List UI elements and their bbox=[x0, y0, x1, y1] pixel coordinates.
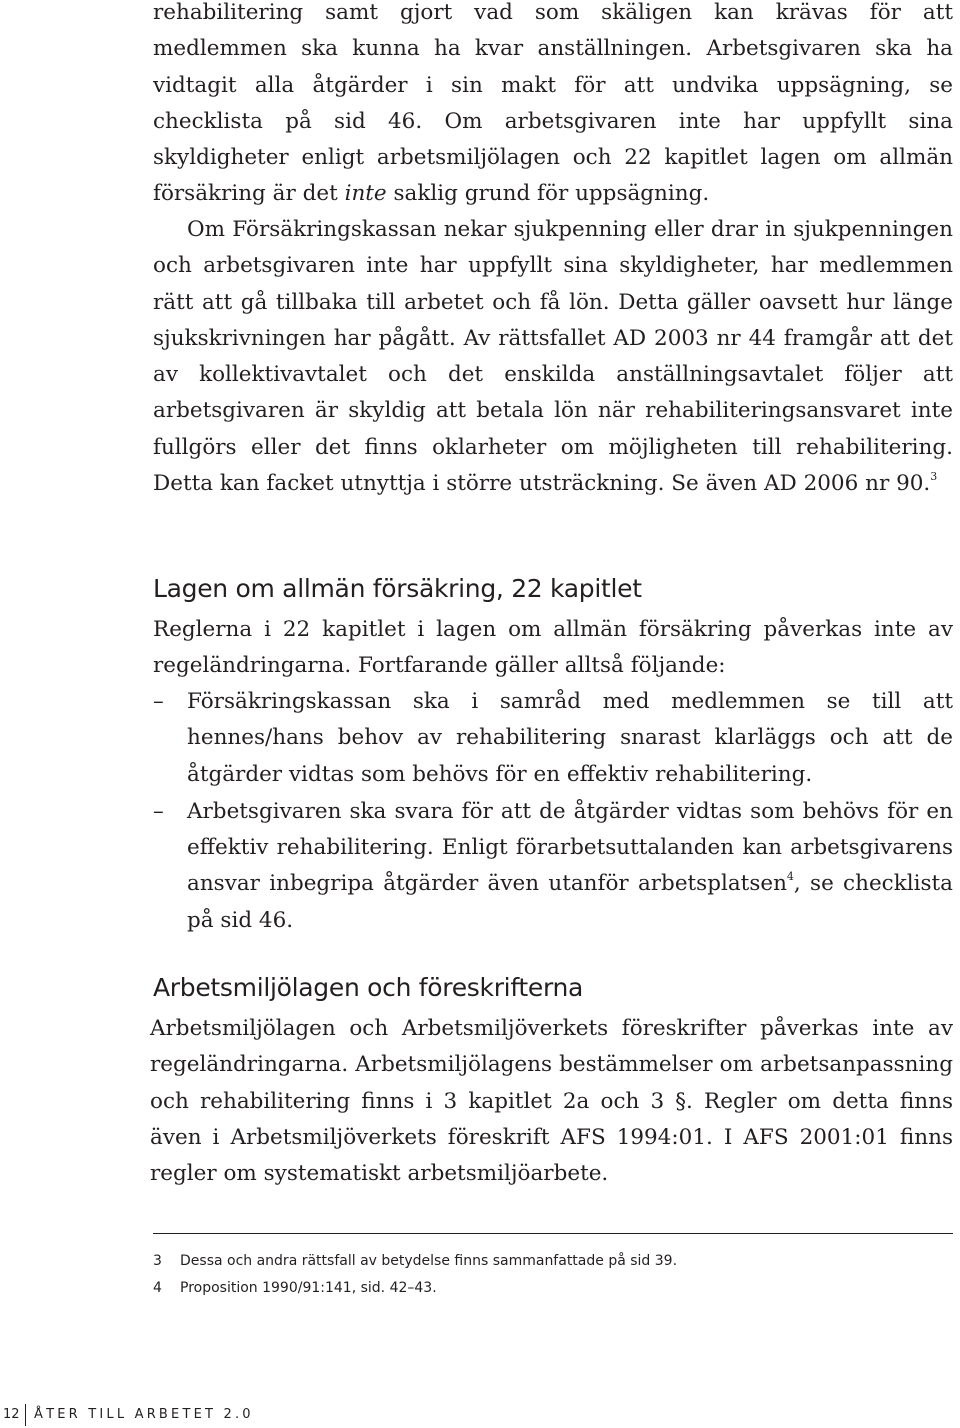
list-item-text-end: , se checklista på sid 46. bbox=[187, 871, 953, 933]
paragraph-sjukpenning-text: Om Försäkringskassan nekar sjukpenning eller drar in sjukpenningen och arbetsgivaren inte har uppfyllt sina skyldigheter, har medlemmen rätt att gå tillbaka till arbetet och få lön. Detta gäller oavsett hur länge sjukskrivningen har pågått. Av rättsfallet AD 2003 nr 44 framgår att det av kollektivavtalet och det enskilda anställningsavtalet följer att arbetsgivaren är skyldig att betala lön när rehabiliteringsansvaret inte fullgörs eller det finns oklarheter om möjligheten till rehabilitering. Detta kan facket utnyttja i större utsträckning. Se även AD 2006 nr 90. bbox=[153, 217, 953, 497]
paragraph-intro-text: rehabilitering samt gjort vad som skäligen kan krävas för att medlemmen ska kunna ha kvar anställningen. Arbetsgivaren ska ha vidtagit alla åtgärder i sin makt för att undvika uppsägning, se checklista på sid 46. Om arbetsgivaren inte har uppfyllt sina skyldigheter enligt arbetsmiljölagen och 22 kapitlet lagen om allmän försäkring är det bbox=[153, 0, 953, 207]
footnote-text: Dessa och andra rättsfall av betydelse finns sammanfattade på sid 39. bbox=[180, 1253, 678, 1269]
footnote-ref-4[interactable]: 4 bbox=[786, 870, 794, 884]
running-title: ÅTER TILL ARBETET 2.0 bbox=[34, 1407, 254, 1422]
paragraph-intro bbox=[153, 0, 953, 213]
footnotes bbox=[153, 1249, 953, 1303]
footnote-item bbox=[153, 1249, 953, 1276]
list-item bbox=[153, 794, 953, 939]
footnote-ref-3[interactable]: 3 bbox=[930, 469, 938, 483]
emphasis-inte: inte bbox=[344, 181, 387, 207]
footer-divider bbox=[25, 1404, 26, 1426]
paragraph-sjukpenning bbox=[153, 212, 953, 502]
heading-lagen-om-allman-forsakring: Lagen om allmän försäkring, 22 kapitlet bbox=[153, 574, 642, 603]
paragraph-arbetsmiljolagen: Arbetsmiljölagen och Arbetsmiljöverkets föreskrifter påverkas inte av regeländringarna. Arbetsmiljölagens bestämmelser om arbetsanpassning och rehabilitering finns i 3 kapitlet 2a och 3 §. Regler om detta finns även i Arbetsmiljöverkets föreskrift AFS 1994:01. I AFS 2001:01 finns regler om systematiskt arbetsmiljöarbete. bbox=[150, 1016, 953, 1187]
footnote-text: Proposition 1990/91:141, sid. 42–43. bbox=[180, 1280, 437, 1296]
footnote-number: 4 bbox=[153, 1280, 162, 1296]
footnote-item bbox=[153, 1276, 953, 1303]
list-item-text: Arbetsgivaren ska svara för att de åtgärder vidtas som behövs för en effektiv rehabilitering. Enligt förarbetsuttalanden kan arbetsgivarens ansvar inbegripa åtgärder även utanför arbetsplatsen bbox=[187, 798, 953, 897]
list-item-text: Försäkringskassan ska i samråd med medlemmen se till att hennes/hans behov av rehabilitering snarast klarläggs och att de åtgärder vidtas som behövs för en effektiv rehabilitering. bbox=[187, 689, 953, 787]
paragraph-intro-end: saklig grund för uppsägning. bbox=[393, 181, 710, 207]
paragraph-reglerna: Reglerna i 22 kapitlet i lagen om allmän försäkring påverkas inte av regeländringarna. Fortfarande gäller alltså följande: bbox=[153, 617, 953, 679]
dash-bullet: – bbox=[153, 689, 164, 714]
page-number: 12 bbox=[3, 1407, 20, 1422]
list-item bbox=[153, 684, 953, 793]
dash-bullet: – bbox=[153, 798, 164, 824]
heading-arbetsmiljolagen: Arbetsmiljölagen och föreskrifterna bbox=[153, 973, 584, 1002]
footnote-number: 3 bbox=[153, 1253, 162, 1269]
footnote-divider bbox=[153, 1233, 953, 1234]
rehabilitation-list bbox=[153, 684, 953, 939]
